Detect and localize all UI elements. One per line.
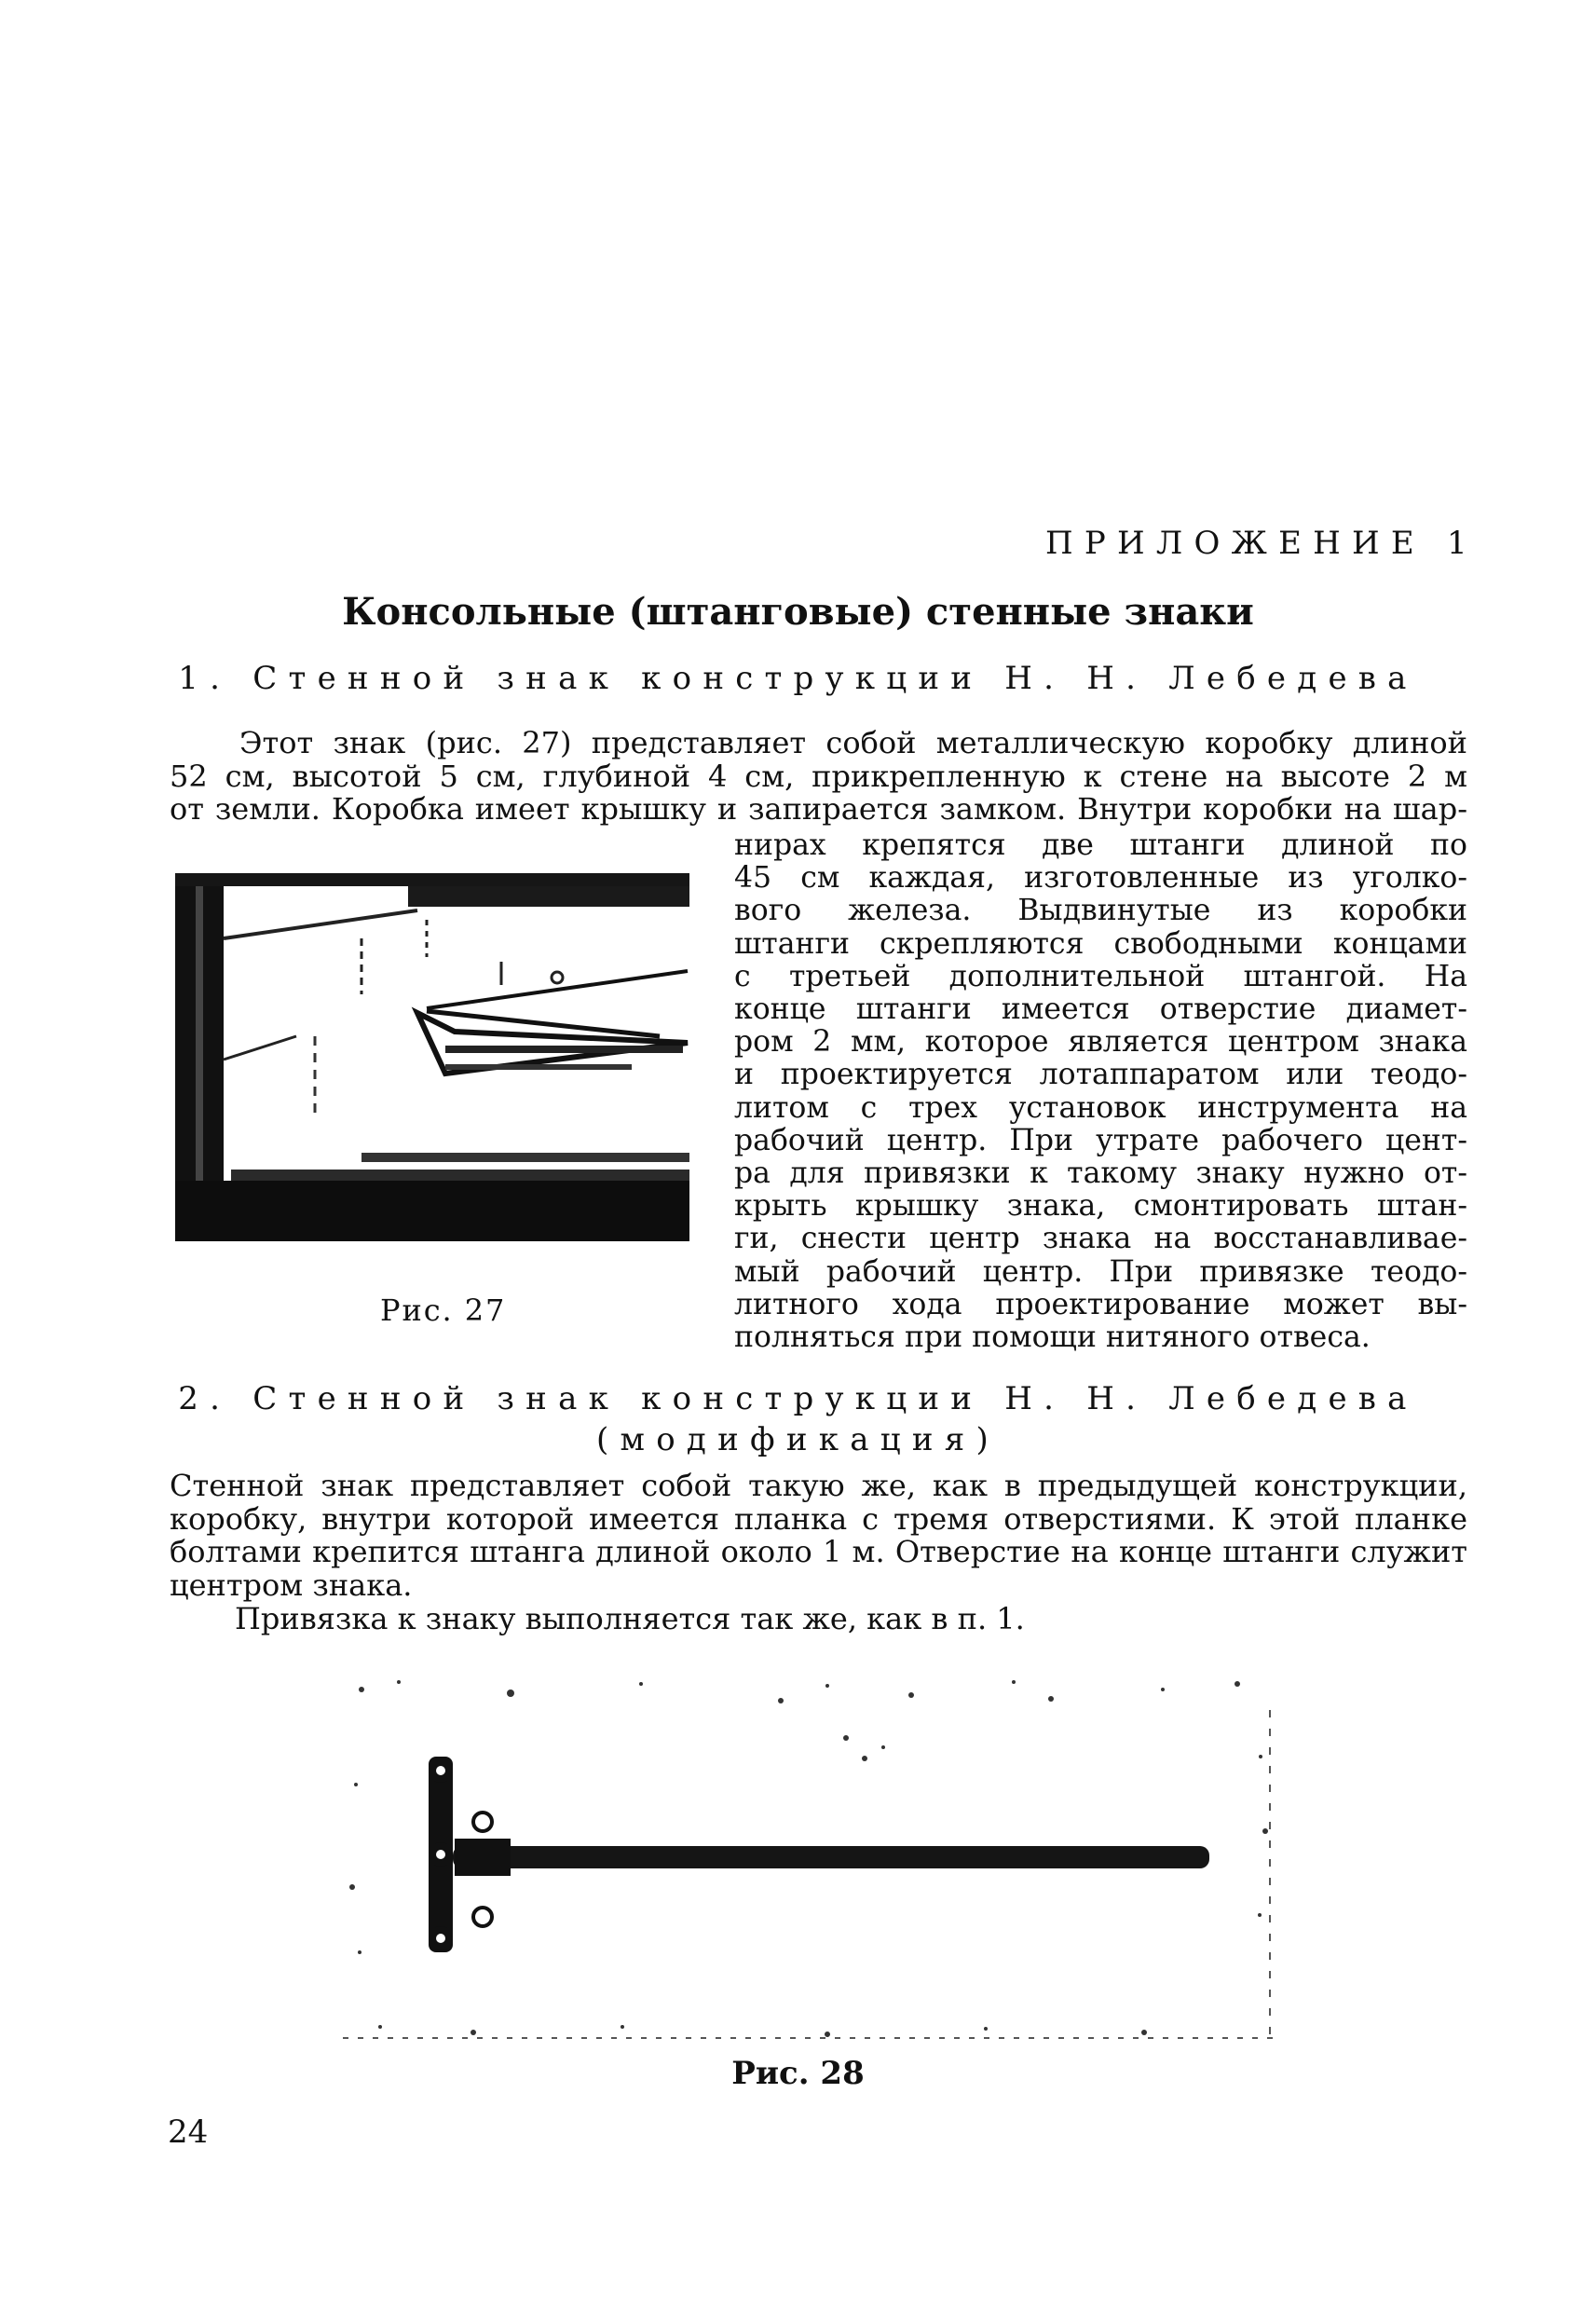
text-line: 52 см, высотой 5 см, глубиной 4 см, прикрепленную к стене на высоте 2 м	[170, 758, 1467, 794]
text-line: центром знака.	[170, 1566, 413, 1603]
text-line: ги, снести центр знака на восстанавливае-	[734, 1222, 1467, 1256]
text-line: коробку, внутри которой имеется планка с тремя отверстиями. К этой планке	[170, 1500, 1467, 1537]
text-line: нирах крепятся две штанги длиной по	[734, 828, 1467, 862]
section-2-heading-line: 2. Стенной знак конструкции Н. Н. Лебедева	[178, 1380, 1418, 1417]
text-line: болтами крепится штанга длиной около 1 м. Отверстие на конце штанги служит	[170, 1534, 1467, 1569]
text-line: Стенной знак представляет собой такую же, как в предыдущей конструкции,	[170, 1468, 1467, 1503]
figure-28-photo	[343, 1673, 1275, 2041]
appendix-heading: ПРИЛОЖЕНИЕ 1	[1045, 525, 1479, 562]
section-1-paragraph	[170, 727, 1467, 827]
figure-27-photo	[175, 873, 689, 1241]
text-line: и проектируется лотаппаратом или теодо-	[734, 1058, 1467, 1092]
figure-28-caption: Рис. 28	[731, 2055, 865, 2092]
text-line: крыть крышку знака, смонтировать штан-	[734, 1189, 1467, 1224]
section-2-paragraph-2: Привязка к знаку выполняется так же, как в п. 1.	[235, 1601, 1025, 1636]
text-line: от земли. Коробка имеет крышку и запирается замком. Внутри коробки на шар-	[170, 791, 1467, 827]
text-line: с третьей дополнительной штангой. На	[734, 959, 1467, 993]
text-line: ра для привязки к такому знаку нужно от-	[734, 1156, 1467, 1191]
text-line: вого железа. Выдвинутые из коробки	[734, 894, 1467, 928]
section-1-heading: 1. Стенной знак конструкции Н. Н. Лебедева	[178, 660, 1418, 697]
figure-27-caption: Рис. 27	[380, 1293, 507, 1328]
text-line: полняться при помощи нитяного отвеса.	[734, 1320, 1371, 1355]
text-line: литом с трех установок инструмента на	[734, 1090, 1467, 1125]
section-2-paragraph	[170, 1470, 1467, 1602]
page-number: 24	[168, 2114, 209, 2151]
text-line: штанги скрепляются свободными концами	[734, 926, 1467, 961]
text-line: ром 2 мм, которое является центром знака	[734, 1025, 1467, 1060]
section-2-heading-subtitle: (модификация)	[596, 1421, 1000, 1458]
page-title: Консольные (штанговые) стенные знаки	[342, 590, 1254, 634]
text-line: 45 см каждая, изготовленные из уголко-	[734, 861, 1467, 896]
text-line: конце штанги имеется отверстие диамет-	[734, 992, 1467, 1027]
section-1-column-text	[734, 829, 1467, 1354]
text-line: рабочий центр. При утрате рабочего цент-	[734, 1123, 1467, 1157]
text-line: Этот знак (рис. 27) представляет собой металлическую коробку длиной	[239, 725, 1467, 760]
section-2-heading	[0, 1378, 1596, 1460]
text-line: литного хода проектирование может вы-	[734, 1287, 1467, 1321]
text-line: мый рабочий центр. При привязке теодо-	[734, 1254, 1467, 1289]
